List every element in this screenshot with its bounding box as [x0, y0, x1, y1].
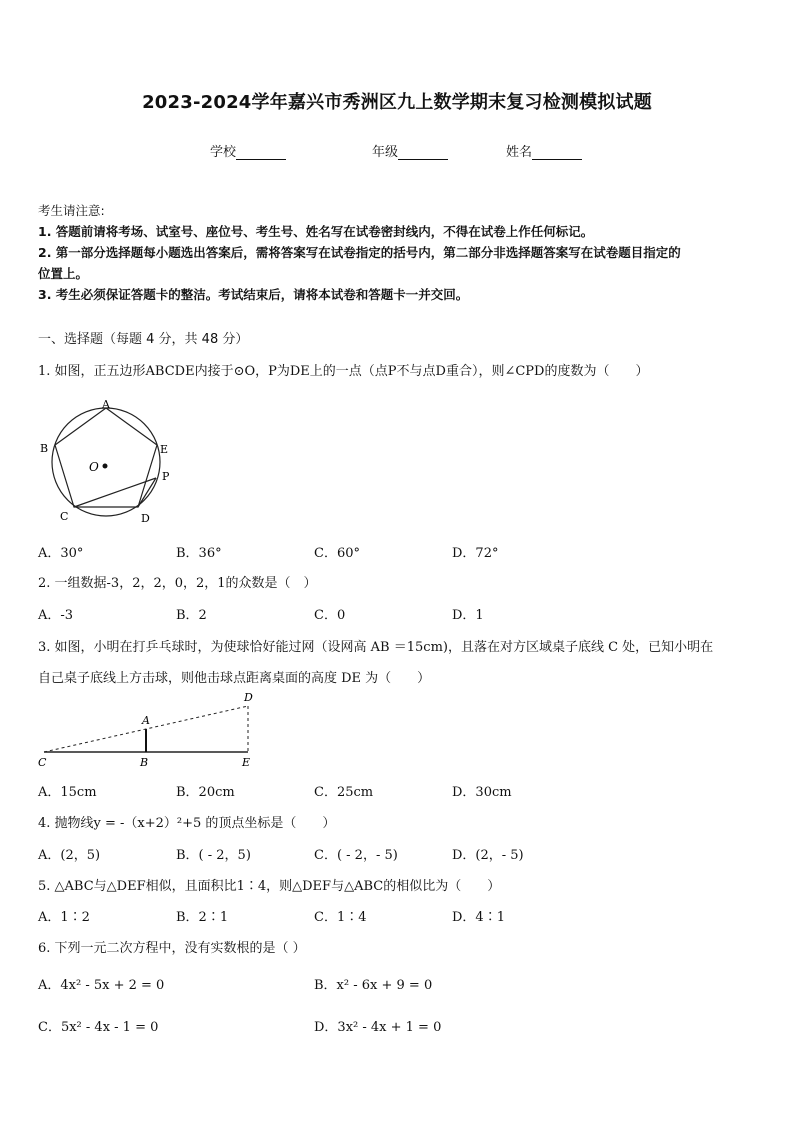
q2-option-a[interactable]: A．-3	[38, 608, 74, 623]
question-3-figure	[34, 688, 264, 772]
section-heading: 一、选择题（每题 4 分，共 48 分）	[38, 332, 249, 347]
q1-option-b[interactable]: B．36°	[176, 546, 222, 561]
question-1-stem: 1. 如图，正五边形ABCDE内接于⊙O，P为DE上的一点（点P不与点D重合），则∠CPD的度数为（ ）	[38, 364, 649, 379]
q6-option-d[interactable]: D．3x² - 4x + 1 = 0	[314, 1020, 442, 1035]
label-d: D	[244, 691, 253, 704]
q2-option-d[interactable]: D．1	[452, 608, 484, 623]
label-c: C	[38, 756, 47, 769]
question-1-figure	[34, 394, 184, 530]
name-field[interactable]	[506, 141, 582, 160]
label-a: A	[142, 714, 150, 727]
q3-option-d[interactable]: D．30cm	[452, 785, 512, 800]
question-2-stem: 2. 一组数据-3，2，2，0，2，1的众数是（ ）	[38, 576, 317, 591]
segment-pd	[138, 478, 156, 507]
grade-blank[interactable]	[398, 147, 448, 160]
notice-block	[38, 200, 760, 305]
notice-item-2-cont: 位置上。	[38, 266, 89, 281]
label-a: A	[102, 398, 110, 411]
q6-option-b[interactable]: B．x² - 6x + 9 = 0	[314, 978, 433, 993]
question-4-stem: 4. 抛物线y = -（x+2）²+5 的顶点坐标是（ ）	[38, 816, 336, 831]
label-c: C	[60, 510, 69, 523]
notice-heading: 考生请注意:	[38, 203, 105, 218]
notice-item-2: 2. 第一部分选择题每小题选出答案后，需将答案写在试卷指定的括号内，第二部分非选择题答案写在试卷题目指定的	[38, 245, 681, 260]
q4-option-c[interactable]: C．( - 2，- 5)	[314, 848, 398, 863]
name-label: 姓名	[506, 145, 533, 160]
label-b: B	[40, 442, 49, 455]
label-e: E	[160, 443, 169, 456]
school-blank[interactable]	[236, 147, 286, 160]
name-blank[interactable]	[532, 147, 582, 160]
q5-option-a[interactable]: A．1∶2	[38, 910, 90, 925]
center-dot	[103, 464, 108, 469]
q3-option-b[interactable]: B．20cm	[176, 785, 235, 800]
q4-option-d[interactable]: D．(2，- 5)	[452, 848, 524, 863]
q1-option-c[interactable]: C．60°	[314, 546, 360, 561]
page-title: 2023-2024学年嘉兴市秀洲区九上数学期末复习检测模拟试题	[142, 92, 652, 113]
question-3-stem-line2: 自己桌子底线上方击球，则他击球点距离桌面的高度 DE 为（ ）	[38, 671, 431, 686]
q6-option-c[interactable]: C．5x² - 4x - 1 = 0	[38, 1020, 159, 1035]
notice-item-3: 3. 考生必须保证答题卡的整洁。考试结束后，请将本试卷和答题卡一并交回。	[38, 287, 469, 302]
q2-option-b[interactable]: B．2	[176, 608, 207, 623]
q5-option-d[interactable]: D．4∶1	[452, 910, 505, 925]
question-5-stem: 5. △ABC与△DEF相似，且面积比1∶4，则△DEF与△ABC的相似比为（ ）	[38, 879, 501, 894]
q6-option-a[interactable]: A．4x² - 5x + 2 = 0	[38, 978, 165, 993]
label-d: D	[141, 512, 150, 525]
q5-option-c[interactable]: C．1∶4	[314, 910, 367, 925]
grade-field[interactable]	[372, 141, 448, 160]
question-3-stem-line1: 3. 如图，小明在打乒乓球时，为使球恰好能过网（设网高 AB ＝15cm)，且落在对方区域桌子底线 C 处，已知小明在	[38, 640, 714, 655]
q3-option-c[interactable]: C．25cm	[314, 785, 374, 800]
label-o: O	[89, 460, 99, 474]
q2-option-c[interactable]: C．0	[314, 608, 346, 623]
question-6-stem: 6. 下列一元二次方程中，没有实数根的是（ ）	[38, 941, 306, 956]
q4-option-a[interactable]: A．(2，5)	[38, 848, 101, 863]
q5-option-b[interactable]: B．2∶1	[176, 910, 229, 925]
q1-option-d[interactable]: D．72°	[452, 546, 499, 561]
q4-option-b[interactable]: B．( - 2，5)	[176, 848, 251, 863]
school-field[interactable]	[210, 141, 286, 160]
segment-cp	[74, 478, 156, 507]
circle-o	[52, 408, 160, 516]
label-b: B	[140, 756, 149, 769]
notice-item-1: 1. 答题前请将考场、试室号、座位号、考生号、姓名写在试卷密封线内，不得在试卷上作任何标记。	[38, 224, 594, 239]
pentagon-abcde	[55, 408, 157, 507]
q3-option-a[interactable]: A．15cm	[38, 785, 97, 800]
q1-option-a[interactable]: A．30°	[38, 546, 84, 561]
label-e: E	[242, 756, 251, 769]
label-p: P	[162, 470, 170, 483]
grade-label: 年级	[372, 145, 399, 160]
school-label: 学校	[210, 145, 237, 160]
